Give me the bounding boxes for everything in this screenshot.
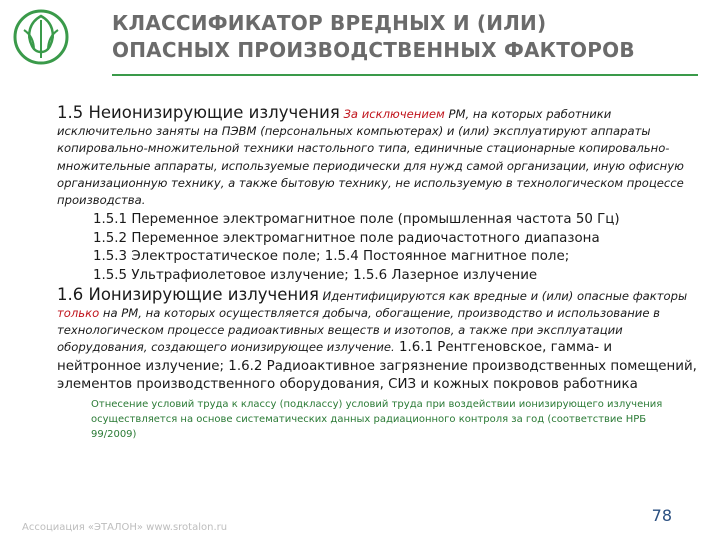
title-line-2: ОПАСНЫХ ПРОИЗВОДСТВЕННЫХ ФАКТОРОВ — [112, 38, 635, 62]
section-1-5-paragraph — [57, 104, 697, 209]
radiation-note: Отнесение условий труда к классу (подклассу) условий труда при воздействии ионизирующего излучения осуществляется на основе систематических данных радиационного контроля за год (соответствие НРБ 99/2009) — [91, 398, 663, 440]
footer-association: Ассоциация «ЭТАЛОН» www.srotalon.ru — [22, 522, 228, 533]
title-divider — [112, 74, 698, 76]
section-1-5-red-phrase: За исключением — [343, 107, 445, 121]
section-1-5-item: 1.5.3 Электростатическое поле; 1.5.4 Постоянное магнитное поле; — [93, 249, 570, 265]
section-1-5-text: РМ, на которых работники исключительно заняты на ПЭВМ (персональных компьютерах) и (или) эксплуатируют аппараты копировально-множительной техники настольного типа, единичные стационарные копировально-множительные аппараты, используемые периодически для нужд самой организации, иную офисную организационную технику, а также бытовую технику, не используемую в технологическом процессе производства. — [57, 107, 684, 208]
section-1-5-heading: 1.5 Неионизирующие излучения — [57, 103, 340, 122]
section-1-6-items: 1.6.1 Рентгеновское, гамма- и нейтронное излучение; 1.6.2 Радиоактивное загрязнение производственных помещений, элементов производственного оборудования, СИЗ и кожных покровов работника — [57, 340, 697, 393]
title-line-1: КЛАССИФИКАТОР ВРЕДНЫХ И (ИЛИ) — [112, 11, 547, 35]
association-logo — [12, 8, 70, 66]
section-1-5-items — [93, 211, 697, 285]
slide-title — [112, 10, 702, 64]
section-1-6-text-before: Идентифицируются как вредные и (или) опасные факторы — [318, 288, 688, 303]
section-1-6-text-after: на РМ, на которых осуществляется добыча, обогащение, производство и использование в технологическом процессе радиоактивных веществ и изотопов, а также при эксплуатации оборудования, создающего ионизирующее излучение. — [57, 305, 660, 355]
page-number: 78 — [651, 506, 672, 525]
section-1-5-item: 1.5.2 Переменное электромагнитное поле радиочастотного диапазона — [93, 230, 600, 246]
section-1-5-item: 1.5.1 Переменное электромагнитное поле (промышленная частота 50 Гц) — [93, 212, 620, 228]
section-1-6-red-phrase: только — [57, 305, 100, 320]
section-1-6-heading: 1.6 Ионизирующие излучения — [57, 284, 319, 304]
section-1-5-item: 1.5.5 Ультрафиолетовое излучение; 1.5.6 Лазерное излучение — [93, 268, 538, 283]
slide-body — [57, 104, 697, 442]
section-1-6-paragraph — [57, 286, 697, 395]
